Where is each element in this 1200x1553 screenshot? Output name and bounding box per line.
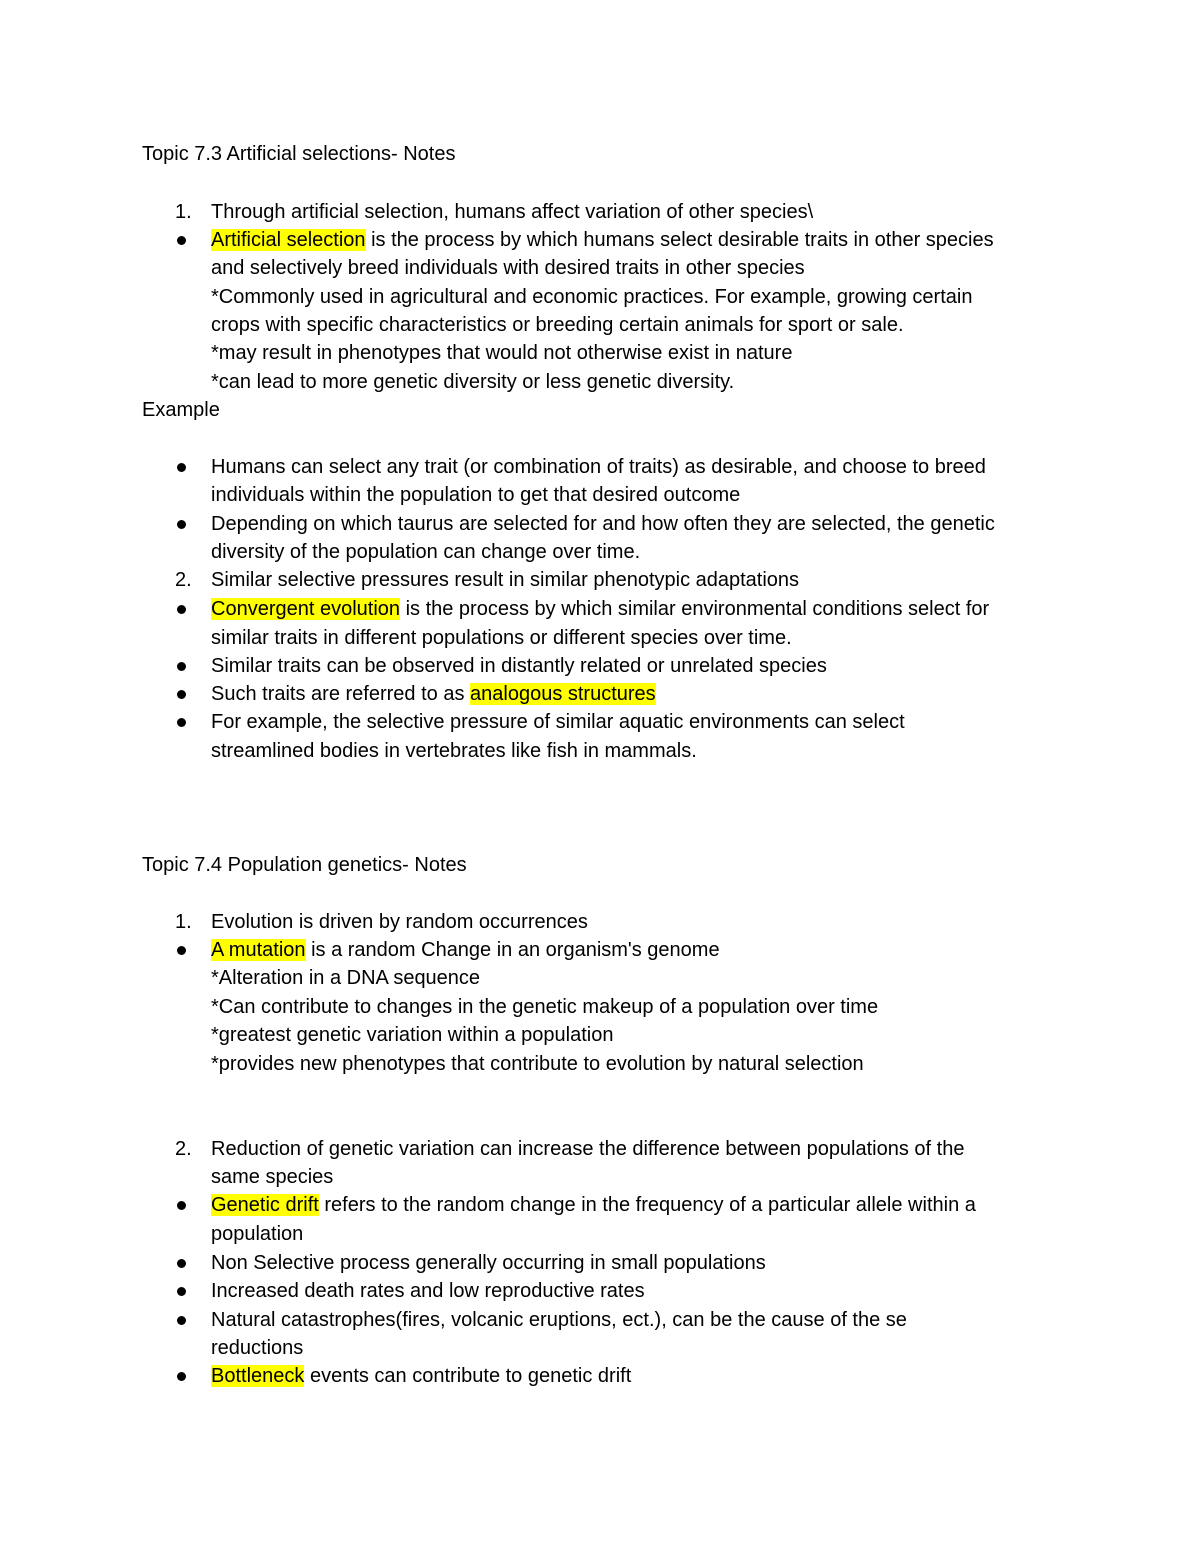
- list-item-text: Similar selective pressures result in similar phenotypic adaptations: [211, 569, 800, 591]
- list-item-text: For example, the selective pressure of similar aquatic environments can select: [211, 711, 905, 733]
- text-line: crops with specific characteristics or breeding certain animals for sport or sale.: [211, 314, 904, 336]
- section-title: Topic 7.3 Artificial selections- Notes: [142, 143, 456, 165]
- text-line: diversity of the population can change over time.: [211, 541, 641, 563]
- list-item-text: Increased death rates and low reproductive rates: [211, 1280, 645, 1302]
- bullet-icon: [177, 662, 186, 671]
- list-item-text: [211, 595, 989, 623]
- highlighted-term: Convergent evolution: [211, 598, 401, 620]
- highlighted-term: A mutation: [211, 939, 306, 961]
- text-line: *Alteration in a DNA sequence: [211, 967, 481, 989]
- text-span: is a random Change in an organism's genome: [305, 939, 720, 961]
- bullet-icon: [177, 463, 186, 472]
- bullet-icon: [177, 605, 186, 614]
- text-line: same species: [211, 1166, 334, 1188]
- text-line: reductions: [211, 1337, 304, 1359]
- text-line: *may result in phenotypes that would not otherwise exist in nature: [211, 342, 793, 364]
- list-item-text: [211, 1362, 631, 1390]
- text-line: *Can contribute to changes in the genetic makeup of a population over time: [211, 996, 879, 1018]
- text-span: events can contribute to genetic drift: [304, 1365, 632, 1387]
- text-line: *provides new phenotypes that contribute to evolution by natural selection: [211, 1053, 864, 1075]
- section-title: Topic 7.4 Population genetics- Notes: [142, 854, 467, 876]
- list-item-text: Similar traits can be observed in distantly related or unrelated species: [211, 655, 827, 677]
- text-line: individuals within the population to get that desired outcome: [211, 484, 741, 506]
- list-item-text: [211, 936, 720, 964]
- list-number: 1.: [175, 201, 192, 223]
- highlighted-term: Genetic drift: [211, 1194, 319, 1216]
- bullet-icon: [177, 690, 186, 699]
- text-line: *greatest genetic variation within a population: [211, 1024, 614, 1046]
- list-item-text: Evolution is driven by random occurrences: [211, 911, 588, 933]
- bullet-icon: [177, 1316, 186, 1325]
- highlighted-term: Artificial selection: [211, 229, 366, 251]
- bullet-icon: [177, 946, 186, 955]
- text-line: similar traits in different populations or different species over time.: [211, 627, 792, 649]
- highlighted-term: Bottleneck: [211, 1365, 305, 1387]
- list-item-text: Reduction of genetic variation can increase the difference between populations of the: [211, 1138, 965, 1160]
- text-span: Such traits are referred to as: [211, 683, 471, 705]
- text-line: *Commonly used in agricultural and economic practices. For example, growing certain: [211, 286, 973, 308]
- bullet-icon: [177, 718, 186, 727]
- example-label: Example: [142, 399, 220, 421]
- list-item-text: [211, 226, 994, 254]
- text-span: is the process by which similar environmental conditions select for: [400, 598, 990, 620]
- text-line: *can lead to more genetic diversity or less genetic diversity.: [211, 371, 735, 393]
- text-span: is the process by which humans select desirable traits in other species: [365, 229, 994, 251]
- text-line: streamlined bodies in vertebrates like fish in mammals.: [211, 740, 697, 762]
- list-item-text: Humans can select any trait (or combination of traits) as desirable, and choose to breed: [211, 456, 986, 478]
- list-item-text: [211, 680, 656, 708]
- list-number: 1.: [175, 911, 192, 933]
- bullet-icon: [177, 1287, 186, 1296]
- bullet-icon: [177, 1259, 186, 1268]
- bullet-icon: [177, 1372, 186, 1381]
- text-span: refers to the random change in the frequency of a particular allele within a: [318, 1194, 976, 1216]
- list-number: 2.: [175, 1138, 192, 1160]
- text-line: population: [211, 1223, 304, 1245]
- list-number: 2.: [175, 569, 192, 591]
- list-item-text: Non Selective process generally occurring in small populations: [211, 1252, 766, 1274]
- list-item-text: Through artificial selection, humans affect variation of other species\: [211, 201, 814, 223]
- list-item-text: Natural catastrophes(fires, volcanic eruptions, ect.), can be the cause of the se: [211, 1309, 907, 1331]
- list-item-text: Depending on which taurus are selected for and how often they are selected, the genetic: [211, 513, 995, 535]
- highlighted-term: analogous structures: [470, 683, 656, 705]
- bullet-icon: [177, 1201, 186, 1210]
- text-line: and selectively breed individuals with desired traits in other species: [211, 257, 805, 279]
- bullet-icon: [177, 520, 186, 529]
- bullet-icon: [177, 236, 186, 245]
- list-item-text: [211, 1191, 976, 1219]
